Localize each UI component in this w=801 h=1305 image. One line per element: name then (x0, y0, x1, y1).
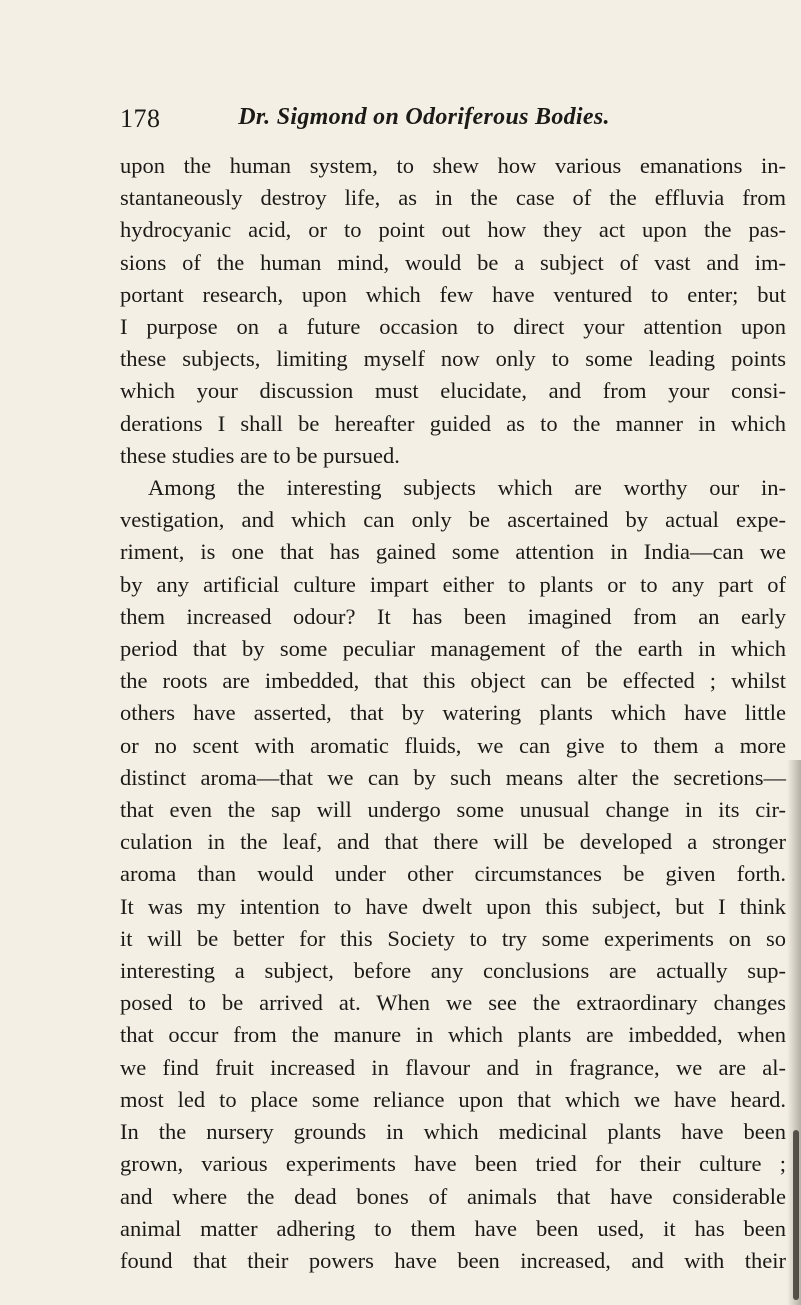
text-line: and where the dead bones of animals that have considerable (120, 1183, 786, 1209)
text-line: stantaneously destroy life, as in the case of the effluvia from (120, 185, 786, 211)
text-line: distinct aroma—that we can by such means alter the secretions— (120, 764, 786, 790)
text-line: the roots are imbedded, that this object can be effected ; whilst (120, 668, 786, 694)
page-header (120, 104, 680, 140)
text-line: which your discussion must elucidate, and from your consi- (120, 378, 786, 404)
text-line: grown, various experiments have been tried for their culture ; (120, 1151, 786, 1177)
text-line: interesting a subject, before any conclusions are actually sup- (120, 958, 786, 984)
running-title: Dr. Sigmond on Odoriferous Bodies. (238, 104, 610, 130)
text-line: it will be better for this Society to try some experiments on so (120, 925, 786, 951)
text-line: them increased odour? It has been imagined from an early (120, 603, 786, 629)
text-line: others have asserted, that by watering plants which have little (120, 700, 786, 726)
text-line: by any artificial culture impart either to plants or to any part of (120, 571, 786, 597)
text-line: found that their powers have been increased, and with their (120, 1247, 786, 1273)
text-line: portant research, upon which few have ventured to enter; but (120, 281, 786, 307)
text-line: In the nursery grounds in which medicinal plants have been (120, 1119, 786, 1145)
text-line: we find fruit increased in flavour and in fragrance, we are al- (120, 1054, 786, 1080)
text-line: Among the interesting subjects which are worthy our in- (148, 475, 786, 501)
text-line: that occur from the manure in which plants are imbedded, when (120, 1022, 786, 1048)
text-line: or no scent with aromatic fluids, we can give to them a more (120, 732, 786, 758)
text-line: these subjects, limiting myself now only to some leading points (120, 346, 786, 372)
text-line: animal matter adhering to them have been used, it has been (120, 1215, 786, 1241)
text-line: that even the sap will undergo some unusual change in its cir- (120, 797, 786, 823)
text-line: hydrocyanic acid, or to point out how they act upon the pas- (120, 217, 786, 243)
text-line: most led to place some reliance upon that which we have heard. (120, 1086, 786, 1112)
text-line: I purpose on a future occasion to direct your attention upon (120, 314, 786, 340)
text-line: It was my intention to have dwelt upon this subject, but I think (120, 893, 786, 919)
text-line: period that by some peculiar management of the earth in which (120, 636, 786, 662)
text-line: sions of the human mind, would be a subject of vast and im- (120, 249, 786, 275)
text-line: derations I shall be hereafter guided as to the manner in which (120, 410, 786, 436)
text-line: vestigation, and which can only be ascertained by actual expe- (120, 507, 786, 533)
page-number: 178 (120, 104, 161, 133)
text-line: riment, is one that has gained some attention in India—can we (120, 539, 786, 565)
text-line: aroma than would under other circumstances be given forth. (120, 861, 786, 887)
text-line: posed to be arrived at. When we see the extraordinary changes (120, 990, 786, 1016)
binding-edge-mark (793, 1130, 799, 1300)
text-line: culation in the leaf, and that there will be developed a stronger (120, 829, 786, 855)
text-line: these studies are to be pursued. (120, 442, 400, 468)
text-line: upon the human system, to shew how various emanations in- (120, 153, 786, 178)
body-text (120, 150, 786, 1277)
